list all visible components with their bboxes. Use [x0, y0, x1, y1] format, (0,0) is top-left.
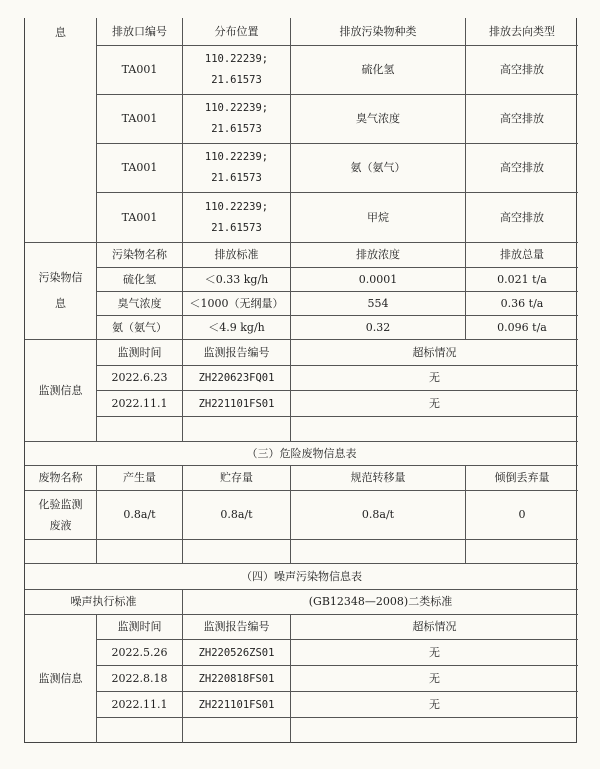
outlet-pollutant: 甲烷: [291, 193, 466, 243]
info-table: [24, 18, 577, 743]
monitor-report-id: ZH220623FQ01: [183, 366, 291, 391]
noise-exceed: 无: [291, 640, 578, 666]
outlet-coord: [183, 46, 291, 95]
noise-header: 超标情况: [291, 615, 578, 640]
outlet-coord: [183, 144, 291, 193]
hazard-header: 规范转移量: [291, 466, 466, 491]
noise-section-title: （四）噪声污染物信息表: [25, 564, 578, 590]
section-label-cell: [25, 18, 97, 243]
monitor-exceed: 无: [291, 366, 578, 391]
noise-header: 监测报告编号: [183, 615, 291, 640]
coord-line-2: 21.61573: [211, 172, 262, 184]
monitor-empty: [291, 417, 578, 442]
pollutant-concentration: 554: [291, 292, 466, 316]
pollutant-standard: ＜0.33 kg/h: [183, 268, 291, 292]
hazard-section-title: （三）危险废物信息表: [25, 442, 578, 466]
header-outlet: 排放口编号: [97, 18, 183, 46]
header-direction: 排放去向类型: [466, 18, 578, 46]
noise-standard-value: (GB12348—2008)二类标准: [183, 590, 578, 615]
monitor-empty: [183, 417, 291, 442]
hazard-waste-name: [25, 491, 97, 540]
pollutant-header: 排放总量: [466, 243, 578, 268]
monitor-empty: [97, 417, 183, 442]
hazard-header: 废物名称: [25, 466, 97, 491]
noise-report-id: ZH221101FS01: [183, 692, 291, 718]
noise-empty: [97, 718, 183, 743]
outlet-direction: 高空排放: [466, 46, 578, 95]
pollutant-concentration: 0.32: [291, 316, 466, 340]
pollutant-name: 臭气浓度: [97, 292, 183, 316]
coord-line-1: 110.22239;: [204, 200, 269, 213]
pollutant-header: 污染物名称: [97, 243, 183, 268]
coord-line-2: 21.61573: [211, 123, 262, 135]
outlet-direction: 高空排放: [466, 95, 578, 144]
hazard-transferred: 0.8a/t: [291, 491, 466, 540]
hazard-header: 产生量: [97, 466, 183, 491]
noise-empty: [291, 718, 578, 743]
monitor-header: 超标情况: [291, 340, 578, 366]
header-position: 分布位置: [183, 18, 291, 46]
hazard-empty: [291, 540, 466, 564]
outlet-id: TA001: [97, 193, 183, 243]
hazard-generated: 0.8a/t: [97, 491, 183, 540]
pollutant-header: 排放标准: [183, 243, 291, 268]
noise-header: 监测时间: [97, 615, 183, 640]
monitor-report-id: ZH221101FS01: [183, 391, 291, 417]
outlet-id: TA001: [97, 46, 183, 95]
hazard-empty: [25, 540, 97, 564]
outlet-pollutant: 硫化氢: [291, 46, 466, 95]
pollutant-name: 硫化氢: [97, 268, 183, 292]
coord-line-1: 110.22239;: [204, 151, 269, 163]
monitor-header: 监测报告编号: [183, 340, 291, 366]
air-monitor-label: 监测信息: [25, 340, 97, 442]
section-label-text: 息: [55, 26, 66, 39]
coord-line-1: 110.22239;: [204, 102, 269, 114]
outlet-id: TA001: [97, 144, 183, 193]
noise-report-id: ZH220818FS01: [183, 666, 291, 692]
pollutant-name: 氨（氨气）: [97, 316, 183, 340]
pollutant-concentration: 0.0001: [291, 268, 466, 292]
hazard-header: 倾倒丢弃量: [466, 466, 578, 491]
outlet-coord: [183, 193, 291, 243]
hazard-empty: [97, 540, 183, 564]
hazard-header: 贮存量: [183, 466, 291, 491]
hazard-stored: 0.8a/t: [183, 491, 291, 540]
outlet-pollutant: 臭气浓度: [291, 95, 466, 144]
pollutant-section-label: [25, 243, 97, 340]
pollutant-total: 0.021 t/a: [466, 268, 578, 292]
noise-date: 2022.11.1: [97, 692, 183, 718]
noise-monitor-label: 监测信息: [25, 615, 97, 743]
label-line-2: 息: [55, 297, 66, 310]
header-pollutant-type: 排放污染物种类: [291, 18, 466, 46]
noise-date: 2022.5.26: [97, 640, 183, 666]
pollutant-header: 排放浓度: [291, 243, 466, 268]
noise-report-id: ZH220526ZS01: [183, 640, 291, 666]
waste-name-line-1: 化验监测: [38, 498, 83, 511]
pollutant-total: 0.36 t/a: [466, 292, 578, 316]
outlet-pollutant: 氨（氨气）: [291, 144, 466, 193]
coord-line-2: 21.61573: [211, 221, 262, 234]
outlet-direction: 高空排放: [466, 193, 578, 243]
waste-name-line-2: 废液: [49, 519, 72, 532]
hazard-dumped: 0: [466, 491, 578, 540]
monitor-date: 2022.6.23: [97, 366, 183, 391]
label-line-1: 污染物信: [38, 271, 83, 284]
monitor-header: 监测时间: [97, 340, 183, 366]
noise-empty: [183, 718, 291, 743]
hazard-empty: [183, 540, 291, 564]
outlet-id: TA001: [97, 95, 183, 144]
outlet-coord: [183, 95, 291, 144]
outlet-direction: 高空排放: [466, 144, 578, 193]
pollutant-standard: ＜4.9 kg/h: [183, 316, 291, 340]
noise-date: 2022.8.18: [97, 666, 183, 692]
pollutant-total: 0.096 t/a: [466, 316, 578, 340]
noise-exceed: 无: [291, 692, 578, 718]
monitor-date: 2022.11.1: [97, 391, 183, 417]
coord-line-1: 110.22239;: [204, 53, 269, 65]
coord-line-2: 21.61573: [211, 74, 262, 86]
noise-standard-label: 噪声执行标准: [25, 590, 183, 615]
monitor-exceed: 无: [291, 391, 578, 417]
hazard-empty: [466, 540, 578, 564]
pollutant-standard: ＜1000（无纲量）: [183, 292, 291, 316]
noise-exceed: 无: [291, 666, 578, 692]
